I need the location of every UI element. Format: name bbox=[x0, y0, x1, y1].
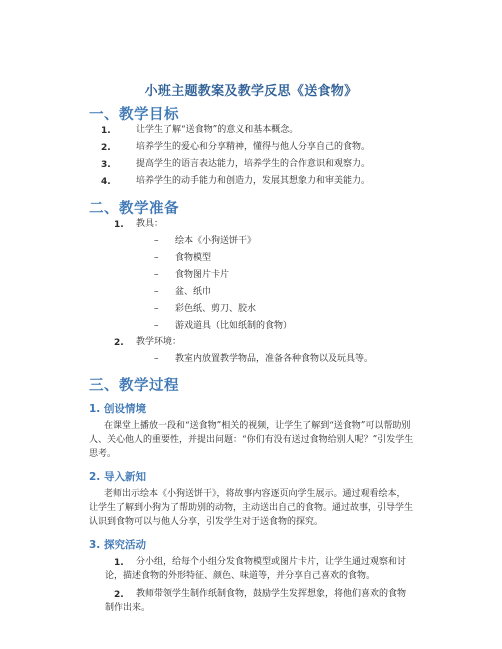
section-heading-preparation: 二、教学准备 bbox=[89, 201, 179, 217]
objective-text: 提高学生的语言表达能力，培养学生的合作意识和观察力。 bbox=[136, 159, 371, 169]
section-heading-process: 三、教学过程 bbox=[89, 378, 179, 394]
objective-text: 让学生了解“送食物”的意义和基本概念。 bbox=[136, 125, 299, 135]
list-dash: – bbox=[154, 287, 159, 297]
paragraph-line: 让学生了解到小狗为了帮助别的动物，主动送出自己的食物。通过故事，引导学生 bbox=[89, 503, 414, 513]
tool-item: 盆、纸巾 bbox=[175, 287, 212, 297]
paragraph-line: 认识到食物可以与他人分享，引发学生对于送食物的探究。 bbox=[89, 517, 324, 527]
prep-number: 1. bbox=[114, 220, 124, 230]
activity-number: 1. bbox=[114, 558, 124, 568]
objective-number: 4. bbox=[101, 177, 111, 187]
activity-number: 2. bbox=[114, 590, 124, 600]
activity-line: 分小组，给每个小组分发食物模型或图片卡片，让学生通过观察和讨 bbox=[136, 557, 407, 567]
objective-text: 培养学生的动手能力和创造力，发展其想象力和审美能力。 bbox=[136, 176, 371, 186]
list-dash: – bbox=[154, 354, 159, 364]
list-dash: – bbox=[154, 270, 159, 280]
paragraph-line: 老师出示绘本《小狗送饼干》，将故事内容逐页向学生展示。通过观看绘本， bbox=[104, 489, 406, 499]
prep-number: 2. bbox=[114, 338, 124, 348]
subsection-heading-exploration: 3. 探究活动 bbox=[89, 539, 146, 551]
activity-line: 教师带领学生制作纸制食物，鼓励学生发挥想象，将他们喜欢的食物 bbox=[136, 589, 407, 599]
prep-label-environment: 教学环境： bbox=[136, 337, 182, 347]
list-dash: – bbox=[154, 253, 159, 263]
objective-number: 2. bbox=[101, 143, 111, 153]
paragraph-line: 在课堂上播放一段和“送食物”相关的视频，让学生了解到“送食物”可以帮助别 bbox=[104, 421, 411, 431]
section-heading-objectives: 一、教学目标 bbox=[89, 107, 179, 123]
paragraph-line: 思考。 bbox=[89, 449, 117, 459]
activity-line: 制作出来。 bbox=[105, 603, 151, 613]
list-dash: – bbox=[154, 304, 159, 314]
objective-text: 培养学生的爱心和分享精神，懂得与他人分享自己的食物。 bbox=[136, 142, 371, 152]
objective-number: 1. bbox=[101, 126, 111, 136]
list-dash: – bbox=[154, 321, 159, 331]
activity-line: 论，描述食物的外形特征、颜色、味道等，并分享自己喜欢的食物。 bbox=[105, 571, 376, 581]
paragraph-line: 人、关心他人的重要性，并提出问题：“你们有没有送过食物给别人呢？”引发学生 bbox=[89, 435, 414, 445]
tool-item: 食物模型 bbox=[175, 253, 212, 263]
subsection-heading-situation: 1. 创设情境 bbox=[89, 403, 146, 415]
tool-item: 彩色纸、剪刀、胶水 bbox=[175, 304, 257, 314]
objective-number: 3. bbox=[101, 160, 111, 170]
tool-item: 食物图片卡片 bbox=[175, 270, 230, 280]
subsection-heading-introduction: 2. 导入新知 bbox=[89, 471, 146, 483]
tool-item: 游戏道具（比如纸制的食物） bbox=[175, 321, 293, 331]
environment-item: 教室内放置教学物品，准备各种食物以及玩具等。 bbox=[175, 354, 374, 364]
document-title: 小班主题教案及教学反思《送食物》 bbox=[144, 84, 358, 99]
prep-label-tools: 教具： bbox=[136, 219, 164, 229]
list-dash: – bbox=[154, 236, 159, 246]
tool-item: 绘本《小狗送饼干》 bbox=[175, 236, 257, 246]
